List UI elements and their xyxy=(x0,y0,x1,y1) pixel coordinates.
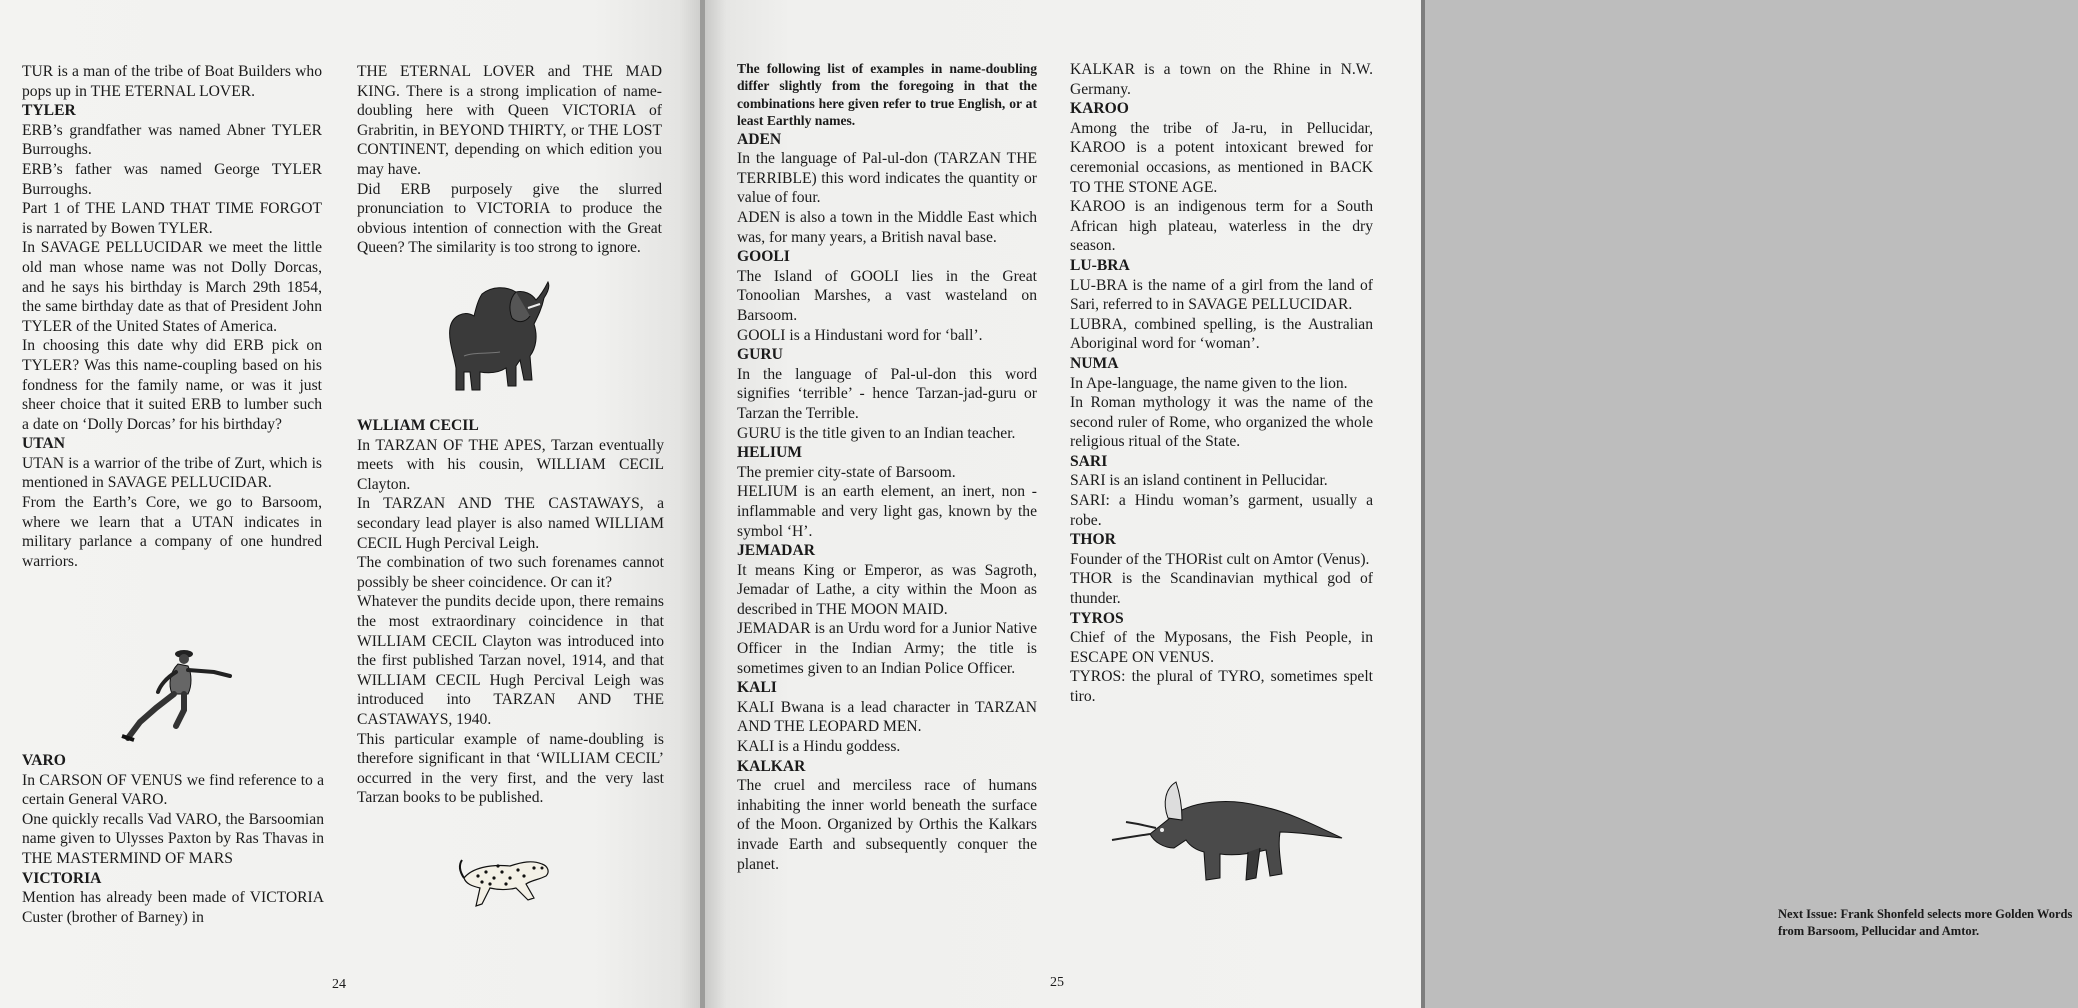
right-page xyxy=(705,0,2073,1008)
cheetah-icon xyxy=(454,850,554,912)
entry-heading: GURU xyxy=(737,346,783,364)
body-paragraph: ERB’s grandfather was named Abner TYLER Burroughs. xyxy=(22,121,322,159)
body-paragraph: In the language of Pal-ul-don this word signifies ‘terrible’ - hence Tarzan-jad-guru or Tarzan the Terrible. xyxy=(737,365,1037,422)
body-paragraph: TYROS: the plural of TYRO, sometimes spelt tiro. xyxy=(1070,668,1373,705)
entry-heading: TYLER xyxy=(22,102,76,120)
body-paragraph: In the language of Pal-ul-don (TARZAN THE TERRIBLE) this word indicates the quantity or value of four. xyxy=(737,150,1037,207)
left-column-1-bottom xyxy=(22,751,324,927)
next-issue-note: Next Issue: Frank Shonfeld selects more Golden Words from Barsoom, Pellucidar and Amtor. xyxy=(1778,907,2073,938)
entry-heading: LU-BRA xyxy=(1070,256,1130,274)
entry-heading: TYROS xyxy=(1070,609,1124,627)
entry-heading: KAROO xyxy=(1070,100,1129,118)
body-paragraph: ADEN is also a town in the Middle East which was, for many years, a British naval base. xyxy=(737,209,1037,246)
body-paragraph: One quickly recalls Vad VARO, the Barsoomian name given to Ulysses Paxton by Ras Thavas in THE MASTERMIND OF MARS xyxy=(22,810,324,867)
body-paragraph: KAROO is an indigenous term for a South African high plateau, waterless in the dry season. xyxy=(1070,198,1373,255)
body-paragraph: Founder of the THORist cult on Amtor (Venus). xyxy=(1070,550,1370,568)
body-paragraph: The Island of GOOLI lies in the Great Tonoolian Marshes, a vast wasteland on Barsoom. xyxy=(737,267,1037,324)
body-paragraph: Among the tribe of Ja-ru, in Pellucidar, KAROO is a potent intoxicant brewed for ceremonial occasions, as mentioned in BACK TO THE STONE AGE. xyxy=(1070,119,1373,196)
body-paragraph: The combination of two such forenames cannot possibly be sheer coincidence. Or can it? xyxy=(357,554,664,591)
body-paragraph: The premier city-state of Barsoom. xyxy=(737,463,956,481)
right-column-2 xyxy=(1070,60,1373,707)
body-paragraph: It means King or Emperor, as was Sagroth, Jemadar of Lathe, a city within the Moon as described in THE MOON MAID. xyxy=(737,561,1037,618)
body-paragraph: Chief of the Myposans, the Fish People, in ESCAPE ON VENUS. xyxy=(1070,629,1373,666)
body-paragraph: In TARZAN OF THE APES, Tarzan eventually meets with his cousin, WILLIAM CECIL Clayton. xyxy=(357,436,664,493)
body-paragraph: UTAN is a warrior of the tribe of Zurt, which is mentioned in SAVAGE PELLUCIDAR. xyxy=(22,454,322,492)
left-column-2-bottom xyxy=(357,416,664,808)
right-column-1 xyxy=(737,60,1037,874)
entry-heading: SARI xyxy=(1070,452,1108,470)
body-paragraph: LUBRA, combined spelling, is the Australian Aboriginal word for ‘woman’. xyxy=(1070,315,1373,353)
body-paragraph: KALI is a Hindu goddess. xyxy=(737,738,901,756)
entry-heading: KALI xyxy=(737,679,777,697)
body-paragraph: THOR is the Scandinavian mythical god of thunder. xyxy=(1070,570,1373,608)
body-paragraph: In TARZAN AND THE CASTAWAYS, a secondary lead player is also named WILLIAM CECIL Hugh Percival Leigh. xyxy=(357,495,664,552)
entry-heading: THOR xyxy=(1070,531,1116,549)
body-paragraph: Mention has already been made of VICTORIA Custer (brother of Barney) in xyxy=(22,889,324,926)
left-column-2 xyxy=(357,62,662,258)
body-paragraph: TUR is a man of the tribe of Boat Builders who pops up in THE ETERNAL LOVER. xyxy=(22,63,322,100)
page-number-right: 25 xyxy=(1050,975,1064,990)
body-paragraph: Did ERB purposely give the slurred pronunciation to VICTORIA to produce the obvious intention of connection with the Great Queen? The similarity is too strong to ignore. xyxy=(357,180,662,257)
body-paragraph: ERB’s father was named George TYLER Burroughs. xyxy=(22,160,322,198)
left-page xyxy=(0,0,700,1008)
entry-heading: JEMADAR xyxy=(737,542,815,560)
body-paragraph: In Ape-language, the name given to the lion. xyxy=(1070,374,1348,392)
entry-heading: HELIUM xyxy=(737,444,802,462)
body-paragraph: This particular example of name-doubling is therefore significant in that ‘WILLIAM CECIL’ occurred in the very first, and the very last Tarzan books to be published. xyxy=(357,730,664,807)
entry-heading: VICTORIA xyxy=(22,869,102,887)
body-paragraph: LU-BRA is the name of a girl from the land of Sari, referred to in SAVAGE PELLUCIDAR. xyxy=(1070,276,1373,314)
body-paragraph: GOOLI is a Hindustani word for ‘ball’. xyxy=(737,326,983,344)
body-paragraph: The cruel and merciless race of humans inhabiting the inner world beneath the surface of the Moon. Organized by Orthis the Kalkars invade Earth and subsequently conquer the planet. xyxy=(737,777,1037,873)
body-paragraph: From the Earth’s Core, we go to Barsoom, where we learn that a UTAN indicates in military parlance a company of one hundred warriors. xyxy=(22,494,322,570)
body-paragraph: HELIUM is an earth element, an inert, non -inflammable and very light gas, known by the symbol ‘H’. xyxy=(737,483,1037,540)
body-paragraph: Whatever the pundits decide upon, there remains the most extraordinary coincidence in that WILLIAM CECIL Clayton was introduced into the first published Tarzan novel, 1914, and that WILLIAM CECIL Hugh Percival Leigh was introduced into TARZAN AND THE CASTAWAYS, 1940. xyxy=(357,593,664,728)
body-paragraph: KALKAR is a town on the Rhine in N.W. Germany. xyxy=(1070,61,1373,98)
body-paragraph: KALI Bwana is a lead character in TARZAN AND THE LEOPARD MEN. xyxy=(737,698,1037,736)
elephant-icon xyxy=(444,276,554,400)
body-paragraph: SARI is an island continent in Pellucidar. xyxy=(1070,472,1328,490)
explorer-figure-icon xyxy=(118,648,238,743)
body-paragraph: In CARSON OF VENUS we find reference to a certain General VARO. xyxy=(22,771,324,809)
entry-heading: UTAN xyxy=(22,435,66,453)
body-paragraph: JEMADAR is an Urdu word for a Junior Native Officer in the Indian Army; the title is sometimes given to an Indian Police Officer. xyxy=(737,620,1037,677)
entry-heading: NUMA xyxy=(1070,354,1119,372)
body-paragraph: In Roman mythology it was the name of the second ruler of Rome, who organized the whole religious ritual of the State. xyxy=(1070,394,1373,451)
body-paragraph: In choosing this date why did ERB pick on TYLER? Was this name-coupling based on his fondness for the family name, or was it just sheer choice that it suited ERB to lumber such a date on ‘Dolly Dorcas’ for his birthday? xyxy=(22,337,322,433)
entry-heading: WLLIAM CECIL xyxy=(357,417,479,434)
body-paragraph: SARI: a Hindu woman’s garment, usually a robe. xyxy=(1070,492,1373,529)
entry-heading: KALKAR xyxy=(737,757,806,775)
body-paragraph: Part 1 of THE LAND THAT TIME FORGOT is narrated by Bowen TYLER. xyxy=(22,200,322,237)
page-edge xyxy=(1421,0,1425,1008)
left-column-1 xyxy=(22,62,322,571)
entry-heading: VARO xyxy=(22,752,66,769)
entry-heading: ADEN xyxy=(737,130,782,148)
page-number-left: 24 xyxy=(332,977,346,992)
triceratops-icon xyxy=(1110,778,1350,888)
entry-heading: GOOLI xyxy=(737,248,790,266)
body-paragraph: In SAVAGE PELLUCIDAR we meet the little old man whose name was not Dolly Dorcas, and he says his birthday is March 29th 1854, the same birthday date as that of President John TYLER of the United States of America. xyxy=(22,239,322,335)
intro-paragraph: The following list of examples in name-doubling differ slightly from the foregoing in that the combinations here given refer to true English, or at least Earthly names. xyxy=(737,61,1037,129)
body-paragraph: THE ETERNAL LOVER and THE MAD KING. There is a strong implication of name-doubling here with Queen VICTORIA of Grabritin, in BEYOND THIRTY, or THE LOST CONTINENT, depending on which edition you may have. xyxy=(357,63,662,178)
body-paragraph: GURU is the title given to an Indian teacher. xyxy=(737,424,1016,442)
